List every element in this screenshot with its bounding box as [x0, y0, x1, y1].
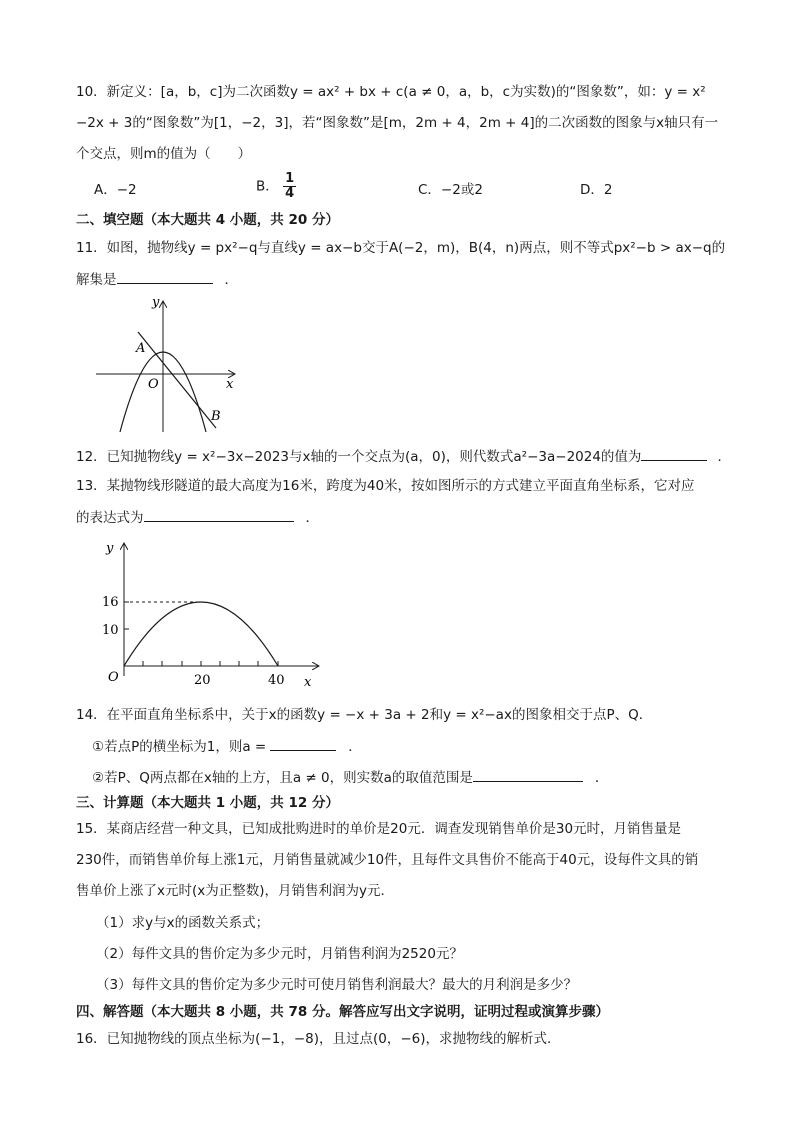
q14-sub1-suffix: ．: [348, 739, 362, 755]
q11-line2-suffix: ．: [224, 272, 238, 288]
q16-line: 16．已知抛物线的顶点坐标为(−1，−8)，且过点(0，−6)，求抛物线的解析式．: [76, 1031, 561, 1047]
q13-line2-prefix: 的表达式为: [76, 510, 144, 526]
q12-suffix: ．: [717, 449, 731, 465]
q11-line2: [76, 269, 238, 290]
section-4-heading: 四、解答题（本大题共 8 小题，共 78 分。解答应写出文字说明，证明过程或演算步骤）: [76, 1004, 609, 1020]
q15-part3: （3）每件文具的售价定为多少元时可使月销售利润最大？最大的月利润是多少？: [96, 977, 578, 993]
q10-option-b-prefix: B．: [256, 178, 279, 195]
q10-option-b: [256, 172, 296, 201]
q12-line: [76, 446, 731, 467]
q14-line1: 14．在平面直角坐标系中，关于x的函数y = −x + 3a + 2和y = x²−ax的图象相交于点P、Q．: [76, 707, 653, 723]
figure2-y-tick-16: 16: [102, 595, 119, 610]
q15-line3: 售单价上涨了x元时(x为正整数)，月销售利润为y元．: [76, 883, 395, 899]
q10-line3: 个交点，则m的值为（ ）: [76, 146, 252, 162]
q10-option-b-numerator: 1: [285, 171, 295, 186]
figure1-y-label: y: [152, 295, 160, 310]
q10-option-b-fraction: [283, 172, 296, 201]
figure1-origin-label: O: [148, 377, 159, 392]
q15-line2: 230件，而销售单价每上涨1元，月销售量就减少10件，且每件文具售价不能高于40元，设每件文具的销: [76, 852, 699, 868]
q12-answer-blank[interactable]: [641, 446, 707, 461]
q14-sub2-prefix: ②若P、Q两点都在x轴的上方，且a ≠ 0，则实数a的取值范围是: [92, 770, 473, 786]
q15-part1: （1）求y与x的函数关系式；: [96, 915, 270, 931]
figure2-x-tick-40: 40: [268, 673, 285, 688]
figure2-x-tick-20: 20: [194, 673, 211, 688]
q12-prefix: 12．已知抛物线y = x²−3x−2023与x轴的一个交点为(a，0)，则代数式a²−3a−2024的值为: [76, 449, 642, 465]
section-3-heading: 三、计算题（本大题共 1 小题，共 12 分）: [76, 795, 339, 811]
figure2-y-label: y: [106, 541, 114, 556]
q11-line1: 11．如图，抛物线y = px²−q与直线y = ax−b交于A(−2，m)，B(4，n)两点，则不等式px²−b > ax−q的: [76, 240, 726, 256]
q13-line1: 13．某抛物线形隧道的最大高度为16米，跨度为40米，按如图所示的方式建立平面直角坐标系，它对应: [76, 478, 695, 494]
q15-part2: （2）每件文具的售价定为多少元时，月销售利润为2520元？: [96, 946, 463, 962]
q11-line2-prefix: 解集是: [76, 272, 117, 288]
q13-line2-suffix: ．: [305, 510, 319, 526]
q11-answer-blank[interactable]: [117, 269, 213, 284]
q10-line1: 10．新定义：[a，b，c]为二次函数y = ax² + bx + c(a ≠ 0，a，b，c为实数)的“图象数”，如：y = x²: [76, 84, 706, 100]
figure1-point-a-label: A: [136, 341, 146, 356]
figure2-x-label: x: [304, 675, 312, 690]
figure1-x-label: x: [226, 377, 234, 392]
q10-option-b-denominator: 4: [285, 186, 295, 201]
figure-tunnel-parabola: [92, 536, 332, 692]
q14-sub2-suffix: ．: [594, 770, 609, 786]
q10-option-a: A．−2: [94, 182, 137, 198]
q14-sub1-answer-blank[interactable]: [270, 736, 336, 751]
q10-option-c: C．−2或2: [418, 182, 483, 198]
figure2-y-tick-10: 10: [102, 623, 119, 638]
q10-option-d: D．2: [580, 182, 613, 198]
q13-answer-blank[interactable]: [144, 507, 294, 522]
figure2-origin-label: O: [108, 670, 119, 685]
q14-sub1-prefix: ①若点P的横坐标为1，则a =: [92, 739, 267, 755]
q14-sub1: [92, 736, 362, 757]
q14-sub2: [92, 767, 608, 788]
q14-sub2-answer-blank[interactable]: [473, 767, 583, 782]
q15-line1: 15．某商店经营一种文具，已知成批购进时的单价是20元．调查发现销售单价是30元时，月销售量是: [76, 821, 682, 837]
q13-line2: [76, 507, 319, 528]
figure1-point-b-label: B: [211, 409, 221, 424]
section-2-heading: 二、填空题（本大题共 4 小题，共 20 分）: [76, 212, 339, 228]
figure-parabola-line: [90, 292, 250, 440]
q10-line2: −2x + 3的“图象数”为[1，−2，3]，若“图象数”是[m，2m + 4，2m + 4]的二次函数的图象与x轴只有一: [76, 115, 719, 131]
